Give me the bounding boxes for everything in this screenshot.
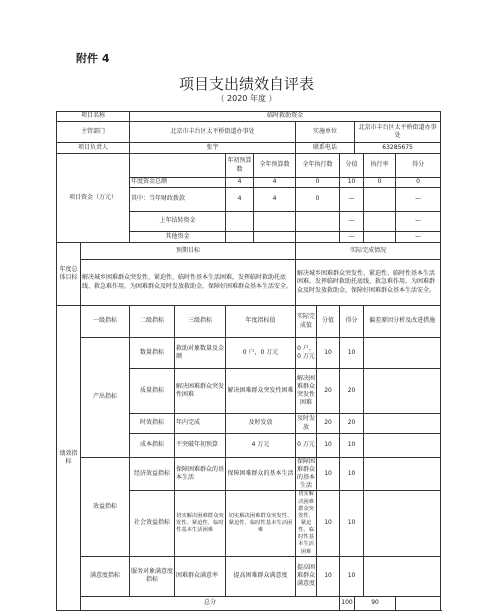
col-budget: 年初预算数 — [226, 154, 254, 178]
col-exec: 全年执行数 — [296, 154, 340, 178]
expected-goal-text: 解决城乡困难群众突发性、紧迫性、临时性基本生活困难，发挥临时救助托底线、救急难作用，为困难群众及时发放救助金，保障好困难群众基本生活安全。 — [81, 260, 296, 306]
reason — [364, 491, 441, 556]
total-score-value: 100 — [340, 596, 355, 610]
total-score: 90 — [355, 596, 396, 610]
h-score-val: 分值 — [317, 306, 340, 338]
target-value: 切实解决困难群众突发性、紧迫性、临时性基本生活困难 — [226, 491, 296, 556]
score-value: 10 — [317, 556, 340, 596]
target-value: 提高困难群众满意度 — [226, 556, 296, 596]
level3-indicator: 切实解决困难群众突发性、紧迫性、临时性基本生活困难 — [175, 491, 226, 556]
funds-row-name: 其中：当年财政拨款 — [130, 188, 226, 212]
year-label: （ 2020 年度 ） — [216, 94, 277, 103]
dept-value: 北京市丰台区太平桥街道办事处 — [130, 122, 296, 143]
level2-indicator: 经济效益指标 — [130, 458, 175, 491]
impl-label: 实施单位 — [296, 122, 355, 143]
funds-score: 0 — [396, 178, 441, 188]
project-name-value: 临时救助资金 — [130, 112, 441, 122]
actual-value: 解决困难群众突发性困难 — [296, 369, 317, 414]
h-level3: 三级指标 — [175, 306, 226, 338]
score: 10 — [340, 491, 364, 556]
benefit-indicator-label: 效益指标 — [81, 458, 130, 557]
actual-value: 及时发放 — [296, 414, 317, 434]
total-reason — [396, 596, 441, 610]
target-value: 及时发放 — [226, 414, 296, 434]
level3-indicator: 困难群众满意率 — [175, 556, 226, 596]
total-label: 总分 — [81, 596, 340, 610]
dept-label: 主管部门 — [57, 122, 130, 143]
level3-indicator: 救助对象数量及金额 — [175, 338, 226, 369]
funds-row-name: 上年结转资金 — [130, 212, 226, 232]
phone-value: 63285675 — [355, 143, 441, 154]
level2-indicator: 服务对象满意度指标 — [130, 556, 175, 596]
funds-exec: 0 — [296, 178, 340, 188]
funds-label: 项目资金（万元） — [57, 154, 130, 243]
funds-exec — [296, 232, 340, 243]
score: 10 — [340, 338, 364, 369]
level3-indicator: 年内完成 — [175, 414, 226, 434]
perf-label: 绩效指标 — [57, 306, 81, 611]
funds-score-val: 10 — [340, 178, 364, 188]
funds-exec: 0 — [296, 188, 340, 212]
col-full: 全年预算数 — [254, 154, 296, 178]
funds-score-val: — — [340, 232, 364, 243]
goals-label: 年度总体目标 — [57, 243, 81, 306]
actual-value: 0 户，0 万元 — [296, 338, 317, 369]
funds-budget — [226, 212, 254, 232]
funds-full: 4 — [254, 188, 296, 212]
h-level2: 二级指标 — [130, 306, 175, 338]
col-score-val: 分值 — [340, 154, 364, 178]
funds-score: — — [396, 212, 441, 232]
actual-value: 切实解决困难群众突发性、紧迫性、临时性基本生活困难 — [296, 491, 317, 556]
funds-score: — — [396, 232, 441, 243]
level3-indicator: 保障困难群众的基本生活 — [175, 458, 226, 491]
funds-rate — [364, 232, 396, 243]
funds-full — [254, 232, 296, 243]
score-value: 10 — [317, 491, 340, 556]
level2-indicator: 时效指标 — [130, 414, 175, 434]
score: 10 — [340, 458, 364, 491]
actual-value: 0 万元 — [296, 434, 317, 458]
level2-indicator: 质量指标 — [130, 369, 175, 414]
expected-goal-header: 预期目标 — [81, 243, 296, 260]
funds-budget — [226, 232, 254, 243]
col-score: 得分 — [396, 154, 441, 178]
self-evaluation-table — [56, 111, 441, 611]
reason — [364, 434, 441, 458]
funds-exec — [296, 212, 340, 232]
actual-result-header: 实际完成情况 — [296, 243, 441, 260]
score-value: 10 — [317, 338, 340, 369]
funds-row-name: 其他资金 — [130, 232, 226, 243]
leader-label: 项目负责人 — [57, 143, 130, 154]
score-value: 20 — [317, 369, 340, 414]
reason — [364, 556, 441, 596]
total-row — [57, 596, 441, 610]
funds-score: — — [396, 188, 441, 212]
funds-score-val: — — [340, 188, 364, 212]
score-value: 10 — [317, 458, 340, 491]
project-name-label: 项目名称 — [57, 112, 130, 122]
score: 20 — [340, 369, 364, 414]
h-level1: 一级指标 — [81, 306, 130, 338]
target-value: 4 万元 — [226, 434, 296, 458]
attachment-label: 附件 4 — [76, 52, 110, 65]
reason — [364, 369, 441, 414]
score: 10 — [340, 556, 364, 596]
impl-value: 北京市丰台区太平桥街道办事处 — [355, 122, 441, 143]
level3-indicator: 解决困难群众突发性困难 — [175, 369, 226, 414]
h-target: 年度指标值 — [226, 306, 296, 338]
level2-indicator: 成本指标 — [130, 434, 175, 458]
funds-row-name: 年度资金总额 — [130, 178, 226, 188]
output-indicator-label: 产出指标 — [81, 338, 130, 458]
funds-rate — [364, 188, 396, 212]
score: 20 — [340, 414, 364, 434]
phone-label: 联系电话 — [296, 143, 355, 154]
level3-indicator: 不突破年初预算 — [175, 434, 226, 458]
col-rate: 执行率 — [364, 154, 396, 178]
actual-value: 提高困难群众满意度 — [296, 556, 317, 596]
indicator-row — [57, 556, 441, 596]
funds-budget: 4 — [226, 188, 254, 212]
reason — [364, 338, 441, 369]
indicator-row — [57, 338, 441, 369]
score-value: 20 — [317, 414, 340, 434]
h-reason: 偏差原因分析及改进措施 — [364, 306, 441, 338]
h-score: 得分 — [340, 306, 364, 338]
funds-budget: 4 — [226, 178, 254, 188]
funds-full — [254, 212, 296, 232]
target-value: 保障困难群众的基本生活 — [226, 458, 296, 491]
funds-rate: 0 — [364, 178, 396, 188]
actual-value: 保障困难群众的基本生活 — [297, 458, 316, 490]
reason — [364, 458, 441, 491]
page-title: 项目支出绩效自评表 — [178, 75, 314, 93]
target-value: 0 户，0 万元 — [226, 338, 296, 369]
funds-score-val: — — [340, 212, 364, 232]
score-value: 10 — [317, 434, 340, 458]
funds-full: 4 — [254, 178, 296, 188]
actual-result-text: 解决城乡困难群众突发性、紧迫性、临时性基本生活困难，发挥临时救助托底线、救急难作用，为困难群众及时发放救助金，保障好困难群众基本生活安全。 — [296, 260, 441, 306]
indicator-row — [57, 458, 441, 491]
target-value: 解决困难群众突发性困难 — [226, 369, 296, 414]
reason — [364, 414, 441, 434]
level2-indicator: 社会效益指标 — [130, 491, 175, 556]
leader-value: 张宇 — [130, 143, 296, 154]
satisfaction-indicator-label: 满意度指标 — [81, 556, 130, 596]
level2-indicator: 数量指标 — [130, 338, 175, 369]
h-actual: 实际完成值 — [296, 306, 317, 338]
funds-rate — [364, 212, 396, 232]
score: 10 — [340, 434, 364, 458]
